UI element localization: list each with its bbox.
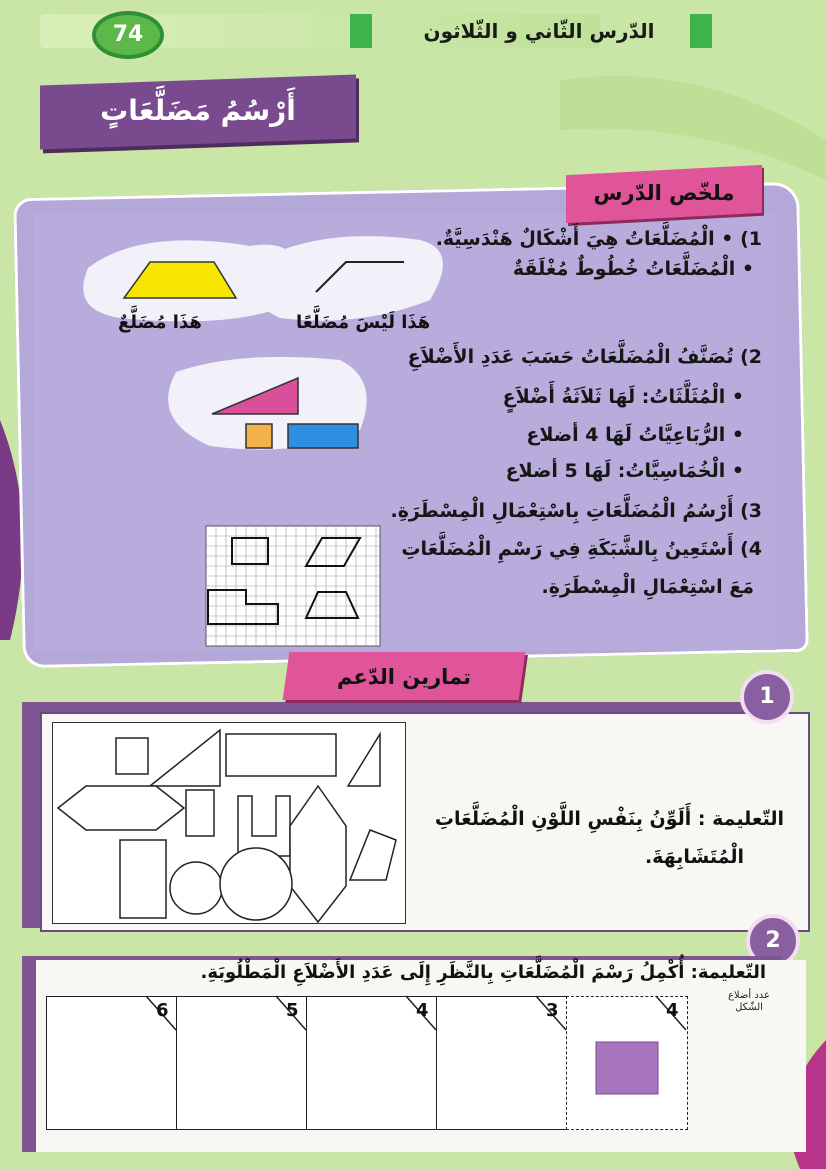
example-square — [596, 1042, 658, 1094]
summary-line: 1) • الْمُضَلَّعَاتُ هِيَ أَشْكَالٌ هَنْدَسِيَّةٌ. — [435, 228, 762, 250]
exercise2-instruction: التّعليمة: أُكْمِلُ رَسْمَ الْمُضَلَّعَاتِ بِالنَّظَرِ إِلَى عَدَدِ الأَضْلاَعِ الْمَطْلُوبَةِ. — [200, 962, 766, 983]
exercise1-instruction-cont: الْمُتَشَابِهَةَ. — [644, 846, 744, 868]
summary-line: • الْمُضَلَّعَاتُ خُطُوطٌ مُغْلَقَةٌ — [512, 258, 754, 280]
summary-line: 2) تُصَنَّفُ الْمُضَلَّعَاتُ حَسَبَ عَدَدِ الأَضْلاَعِ — [407, 346, 762, 368]
caption-polygon: هَذَا مُضَلَّعٌ — [118, 312, 202, 333]
ex2-cell-sides: 5 — [286, 1000, 299, 1021]
summary-tab-label: ملخّص الدّرس — [593, 181, 735, 205]
summary-line: • الرُّبَاعِيَّاتُ لَهَا 4 أضلاع — [526, 424, 744, 446]
ex2-cell-sides: 4 — [416, 1000, 429, 1021]
summary-line: • الْمُثَلَّثَاتُ: لَهَا ثَلاَثَةُ أَضْلاَعٍ — [502, 386, 744, 408]
page-number: 74 — [92, 11, 164, 59]
exercise1-number-badge: 1 — [740, 670, 794, 724]
summary-line: مَعَ اسْتِعْمَالِ الْمِسْطَرَةِ. — [541, 576, 754, 598]
exercise2-number-badge: 2 — [746, 914, 800, 968]
ex2-cell-sides: 6 — [156, 1000, 169, 1021]
ex2-cell-sides: 4 — [666, 1000, 679, 1021]
topic-title: أَرْسُمُ مَضَلَّعَاتٍ — [100, 94, 296, 127]
exercises-tab-label: تمارين الدّعم — [336, 665, 472, 689]
caption-not-polygon: هَذَا لَيْسَ مُضَلَّعًا — [296, 312, 431, 333]
sides-count-note: عدد أضلاع الشّكل — [727, 990, 771, 1013]
summary-line: • الْخُمَاسِيَّاتُ: لَهَا 5 أضلاع — [505, 460, 744, 482]
exercise1-instruction: التّعليمة : أَلَوِّنُ بِنَفْسِ اللَّوْنِ الْمُضَلَّعَاتِ — [434, 808, 784, 830]
summary-line: 3) أَرْسُمُ الْمُضَلَّعَاتِ بِاسْتِعْمَالِ الْمِسْطَرَةِ. — [390, 500, 762, 522]
ex2-cell-sides: 3 — [546, 1000, 559, 1021]
summary-line: 4) أَسْتَعِينُ بِالشَّبَكَةِ فِي رَسْمِ الْمُضَلَّعَاتِ — [401, 538, 762, 560]
lesson-title: الدّرس الثّاني و الثّلاثون — [423, 19, 655, 43]
